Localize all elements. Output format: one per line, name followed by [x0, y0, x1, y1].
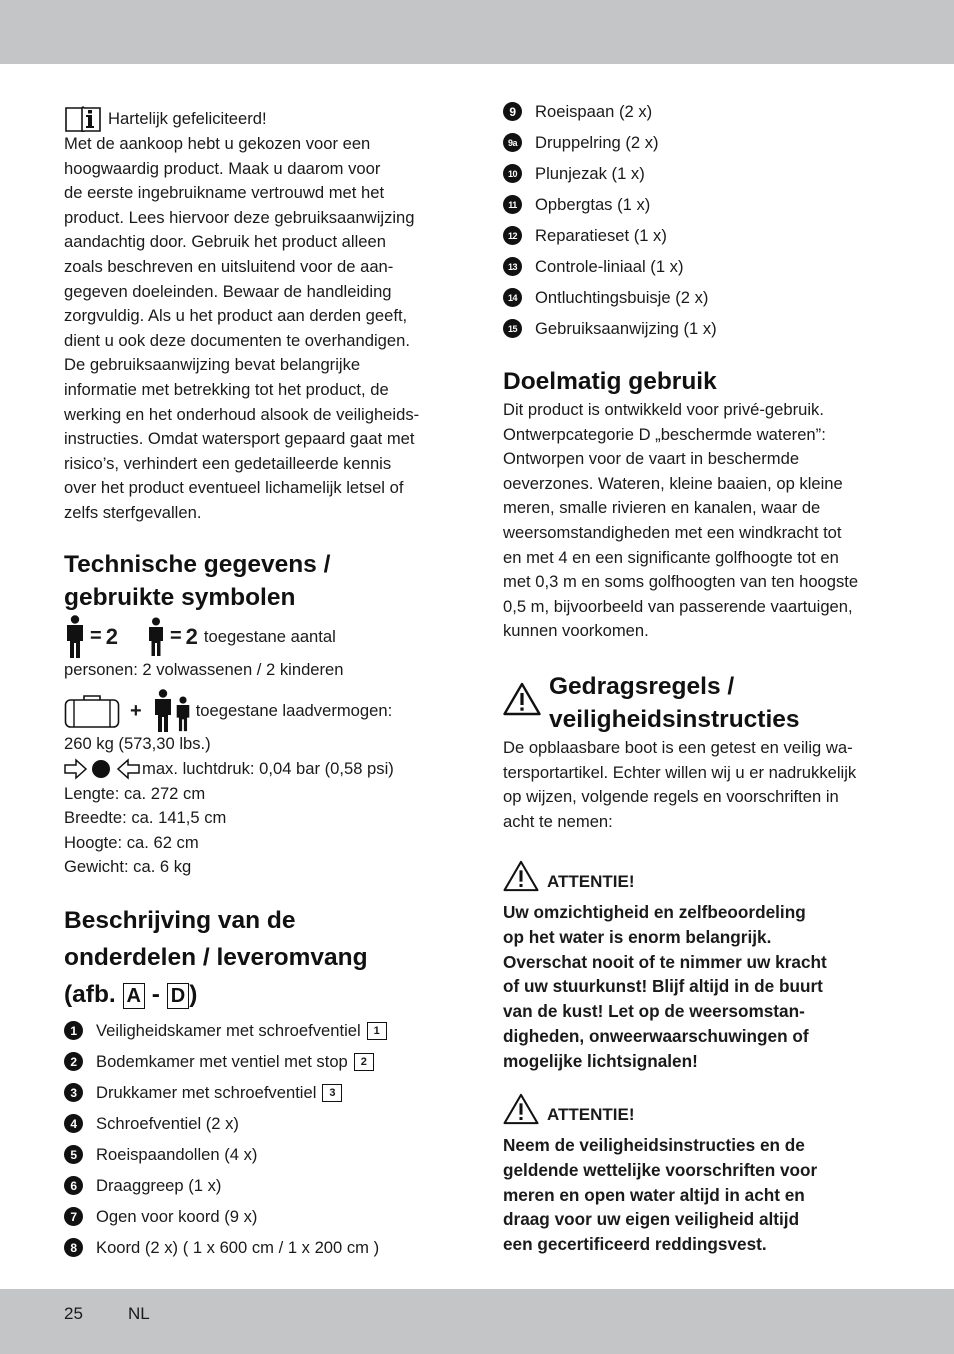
number-badge: 6 [64, 1176, 83, 1195]
intro-line: gegeven doeleinden. Bewaar de handleiding [64, 281, 392, 301]
doel-line: weersomstandigheden met een windkracht tot [503, 522, 842, 542]
attentie-label: ATTENTIE! [547, 872, 635, 892]
number-badge: 12 [503, 226, 522, 245]
part-text: Plunjezak (1 x) [535, 163, 645, 183]
equals-sign: = [90, 625, 102, 647]
intro-line: informatie met betrekking tot het product, de [64, 379, 389, 399]
desc-heading-line2: onderdelen / leveromvang [64, 944, 368, 972]
intro-line: werking en het onderhoud alsook de veiligheids- [64, 404, 420, 424]
gedrag-heading-line1: Gedragsregels / [549, 672, 735, 700]
air-pressure-icon [64, 758, 140, 780]
list-item [503, 313, 893, 344]
spec-length: Lengte: ca. 272 cm [64, 783, 206, 803]
list-item [64, 1108, 456, 1139]
doel-heading: Doelmatig gebruik [503, 368, 717, 395]
gedrag-heading-line2: veiligheidsinstructies [549, 705, 800, 733]
warning-triangle-icon [503, 682, 541, 716]
attentie-line: Overschat nooit of te nimmer uw kracht [503, 951, 827, 972]
number-badge: 8 [64, 1238, 83, 1257]
number-badge: 10 [503, 164, 522, 183]
attentie-line: Uw omzichtigheid en zelfbeoordeling [503, 902, 806, 923]
doel-line: Ontwerpcategorie D „beschermde wateren”: [503, 424, 826, 444]
desc-heading-prefix: (afb. [64, 981, 116, 1009]
attentie-line: mogelijke lichtsignalen! [503, 1050, 698, 1071]
spec-height: Hoogte: ca. 62 cm [64, 832, 199, 852]
attentie-line: van de kust! Let op de weersomstan- [503, 1001, 805, 1022]
desc-heading [64, 902, 456, 1013]
left-column [64, 104, 456, 1263]
intro-line: zorgvuldig. Als u het product aan derden geeft, [64, 306, 408, 326]
part-text: Reparatieset (1 x) [535, 225, 667, 245]
attentie-line: digheden, onweerwaarschuwingen of [503, 1025, 809, 1046]
part-text: Draaggreep (1 x) [96, 1175, 222, 1195]
intro-line: zelfs sterfgevallen. [64, 502, 202, 522]
gedrag-line: tersportartikel. Echter willen wij u er nadrukkelijk [503, 762, 857, 782]
list-item [64, 1201, 456, 1232]
attentie-row-2 [503, 1087, 893, 1125]
list-item [503, 127, 893, 158]
parts-list-right [503, 96, 893, 344]
desc-heading-line1: Beschrijving van de [64, 907, 296, 935]
figure-label-a: A [123, 983, 145, 1009]
list-item [64, 1139, 456, 1170]
figure-ref-box: 3 [322, 1084, 342, 1102]
part-text: Roeispaandollen (4 x) [96, 1144, 258, 1164]
doel-line: oeverzones. Wateren, kleine baaien, op kleine [503, 473, 843, 493]
doel-line: Dit product is ontwikkeld voor privé-gebruik. [503, 400, 824, 419]
intro-greeting-row [64, 104, 456, 132]
gedrag-paragraph [503, 736, 893, 834]
part-text: Roeispaan (2 x) [535, 101, 653, 121]
intro-line: product. Lees hiervoor deze gebruiksaanwijzing [64, 207, 415, 227]
gedrag-line: op wijzen, volgende regels en voorschriften in [503, 787, 839, 807]
part-text: Bodemkamer met ventiel met stop [96, 1051, 348, 1071]
pressure-text: max. luchtdruk: 0,04 bar (0,58 psi) [142, 758, 394, 778]
persons-symbol-row [64, 614, 456, 660]
warning-triangle-icon [503, 1093, 539, 1125]
list-item [503, 96, 893, 127]
gedrag-heading-row [503, 670, 893, 736]
list-item [503, 282, 893, 313]
number-badge: 14 [503, 288, 522, 307]
part-text: Drukkamer met schroefventiel [96, 1082, 317, 1102]
persons-continuation: personen: 2 volwassenen / 2 kinderen [64, 659, 344, 679]
number-badge: 4 [64, 1114, 83, 1133]
doel-paragraph [503, 398, 893, 644]
number-badge: 2 [64, 1052, 83, 1071]
attentie-line: op het water is enorm belangrijk. [503, 927, 772, 948]
intro-greeting: Hartelijk gefeliciteerd! [108, 109, 267, 129]
intro-paragraph [64, 132, 456, 526]
desc-heading-close: ) [189, 981, 198, 1009]
doel-line: kunnen voorkomen. [503, 621, 649, 641]
tech-heading-line1: Technische gegevens / [64, 550, 331, 578]
list-item [503, 189, 893, 220]
spec-width: Breedte: ca. 141,5 cm [64, 808, 227, 828]
part-text: Koord (2 x) ( 1 x 600 cm / 1 x 200 cm ) [96, 1237, 380, 1257]
child-person-icon [174, 695, 192, 733]
info-book-icon [64, 104, 102, 132]
adult-person-icon [64, 615, 86, 659]
load-continuation: 260 kg (573,30 lbs.) [64, 734, 211, 754]
list-item [64, 1170, 456, 1201]
doel-line: en met 4 en een significante golfhoogte tot en [503, 547, 839, 567]
spec-weight: Gewicht: ca. 6 kg [64, 857, 192, 877]
part-text: Ogen voor koord (9 x) [96, 1206, 258, 1226]
adults-count: 2 [105, 623, 118, 649]
number-badge: 7 [64, 1207, 83, 1226]
doel-line: meren, smalle rivieren en kanalen, waar de [503, 498, 821, 518]
language-code: NL [128, 1304, 150, 1323]
figure-ref-box: 2 [354, 1053, 374, 1071]
doel-line: 0,5 m, bijvoorbeeld van passerende vaartuigen, [503, 596, 853, 616]
attentie-label: ATTENTIE! [547, 1105, 635, 1125]
children-count: 2 [185, 623, 198, 649]
luggage-icon [64, 694, 120, 728]
attentie-row-1 [503, 854, 893, 892]
child-person-icon [146, 617, 166, 657]
intro-line: risico’s, verhindert een gedetailleerde kennis [64, 453, 392, 473]
part-text: Gebruiksaanwijzing (1 x) [535, 318, 717, 338]
list-item [64, 1046, 456, 1077]
tech-heading-line2: gebruikte symbolen [64, 583, 296, 611]
pressure-row [64, 757, 456, 782]
doel-line: Ontworpen voor de vaart in beschermde [503, 449, 800, 469]
intro-line: Met de aankoop hebt u gekozen voor een [64, 134, 371, 153]
part-text: Druppelring (2 x) [535, 132, 659, 152]
attentie-line: draag voor uw eigen veiligheid altijd [503, 1209, 800, 1230]
warning-triangle-icon [503, 860, 539, 892]
plus-sign: + [130, 699, 142, 722]
figure-ref-box: 1 [367, 1022, 387, 1040]
desc-heading-dash: - [151, 981, 160, 1009]
right-column [503, 96, 893, 1257]
part-text: Ontluchtingsbuisje (2 x) [535, 287, 709, 307]
number-badge: 13 [503, 257, 522, 276]
number-badge: 5 [64, 1145, 83, 1164]
intro-line: instructies. Omdat watersport gepaard gaat met [64, 429, 415, 449]
gedrag-line: acht te nemen: [503, 811, 613, 831]
attentie-text-2 [503, 1133, 893, 1257]
attentie-line: een gecertificeerd reddingsvest. [503, 1234, 767, 1255]
list-item [503, 220, 893, 251]
list-item [503, 158, 893, 189]
attentie-line: meren en open water altijd in acht en [503, 1184, 805, 1205]
load-label: toegestane laadvermogen: [195, 701, 393, 721]
persons-label: toegestane aantal [203, 626, 336, 646]
number-badge: 3 [64, 1083, 83, 1102]
attentie-line: of uw stuurkunst! Blijf altijd in de buurt [503, 976, 823, 997]
intro-line: dient u ook deze documenten te overhandigen. [64, 330, 410, 350]
attentie-text-1 [503, 900, 893, 1073]
number-badge: 1 [64, 1021, 83, 1040]
page-number: 25 [64, 1304, 83, 1323]
part-text: Opbergtas (1 x) [535, 194, 651, 214]
parts-list-left [64, 1015, 456, 1263]
intro-line: de eerste ingebruikname vertrouwd met het [64, 183, 385, 203]
attentie-line: Neem de veiligheidsinstructies en de [503, 1135, 805, 1156]
doel-line: met 0,3 m en soms golfhoogten van ten hoogste [503, 572, 859, 592]
number-badge: 9 [503, 102, 522, 121]
number-badge: 9a [503, 133, 522, 152]
list-item [503, 251, 893, 282]
gedrag-heading [549, 670, 800, 736]
part-text: Veiligheidskamer met schroefventiel [96, 1020, 361, 1040]
intro-line: De gebruiksaanwijzing bevat belangrijke [64, 355, 361, 375]
part-text: Schroefventiel (2 x) [96, 1113, 239, 1133]
adult-person-icon [152, 689, 174, 733]
attentie-line: geldende wettelijke voorschriften voor [503, 1159, 818, 1180]
intro-line: hoogwaardig product. Maak u daarom voor [64, 158, 381, 178]
intro-line: over het product eventueel lichamelijk letsel of [64, 478, 404, 498]
gedrag-line: De opblaasbare boot is een getest en veilig wa- [503, 737, 853, 757]
list-item [64, 1077, 456, 1108]
number-badge: 11 [503, 195, 522, 214]
intro-line: aandachtig door. Gebruik het product alleen [64, 232, 386, 252]
tech-heading [64, 548, 456, 614]
intro-line: zoals beschreven en uitsluitend voor de aan- [64, 256, 394, 276]
list-item [64, 1015, 456, 1046]
equals-sign: = [169, 625, 182, 647]
load-symbol-row [64, 686, 456, 736]
number-badge: 15 [503, 319, 522, 338]
list-item [64, 1232, 456, 1263]
part-text: Controle-liniaal (1 x) [535, 256, 684, 276]
header-band [0, 0, 954, 64]
figure-label-d: D [167, 983, 189, 1009]
